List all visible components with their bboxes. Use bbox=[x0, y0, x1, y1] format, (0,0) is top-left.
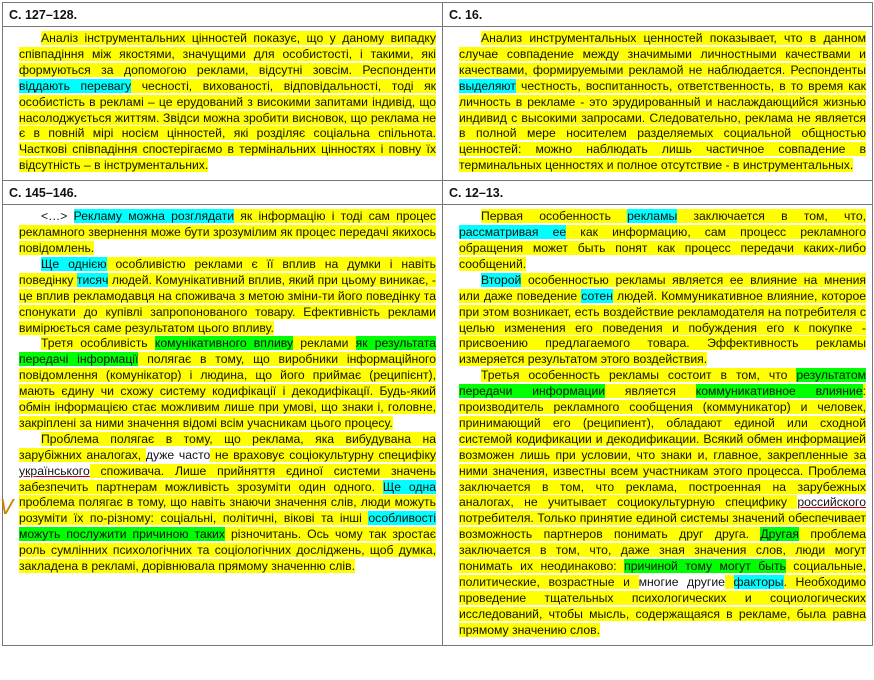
text-run: многие другие bbox=[638, 575, 725, 589]
text-run: <…> bbox=[41, 209, 74, 224]
left-heading: С. 127–128. bbox=[3, 3, 443, 27]
highlight-yellow: не враховує соціокультурну специфіку bbox=[210, 447, 437, 462]
highlight-yellow: проблема полягає в тому, що навіть знаючи значення слів, люди можуть розуміти їх по-різному: соціальні, політичні, вікові та інші bbox=[19, 495, 436, 526]
paragraph bbox=[19, 209, 436, 257]
highlight-green: можуть послужити причиною таких bbox=[19, 527, 225, 542]
underlined-word: українського bbox=[19, 463, 90, 478]
highlight-yellow: особливістю реклами є її вплив на думки і навіть поведінку bbox=[19, 256, 436, 287]
highlight-yellow bbox=[725, 575, 734, 589]
highlight-cyan: выделяют bbox=[459, 78, 516, 93]
highlight-yellow: как информацию, сам процесс рекламного обращения может быть понят как процесс передачи каких-либо сообщений. bbox=[459, 225, 866, 271]
highlight-yellow: полягає в тому, що виробники інформаційного повідомлення (комунікатор) і людина, що його приймає (реципієнт), мають єдину чи схожу систему кодифікації і декодифікації. Будь-який обмін інформацією стає можливим лише при умові, що знаки і, головне, закріплені за ними значення відомі всім учасникам цього процесу. bbox=[19, 352, 436, 430]
highlight-cyan: особливості bbox=[368, 511, 436, 526]
highlight-green: коммуникативное влияние bbox=[695, 384, 863, 399]
highlight-yellow: різночитань. Ось чому так зростає роль сумлінних психологічних та соціологічних досліджень, щоб думка, закладена в рекламі, дорівнювала прямому значенню слів. bbox=[19, 527, 436, 574]
row-2-header bbox=[3, 181, 873, 205]
highlight-cyan: Рекламу можна розглядати bbox=[73, 209, 235, 224]
highlight-yellow: Проблема полягає в тому, що реклама, яка вибудувана на зарубіжних аналогах, bbox=[19, 431, 436, 462]
highlight-yellow: Третя особливість bbox=[41, 336, 155, 351]
highlight-yellow: является bbox=[605, 384, 696, 399]
paragraph bbox=[459, 273, 866, 368]
row-2-body bbox=[3, 205, 873, 645]
right-text-cell bbox=[443, 27, 873, 181]
right-heading: С. 16. bbox=[443, 3, 873, 27]
paragraph bbox=[459, 31, 866, 174]
highlight-yellow: честность, воспитанность, ответственность, в то время как личность в рекламе - это эрудированный и наслаждающийся жизнью индивид с высокими запросами. Следовательно, реклама не является в полной мере носителем разделяемых социальной общностью ценностей: можно наблюдать лишь частичное совпадение в терминальных ценностях и полное отсутствие - в инструментальных. bbox=[459, 78, 866, 173]
paragraph bbox=[19, 336, 436, 431]
highlight-cyan: віддають перевагу bbox=[19, 78, 132, 93]
highlight-cyan: факторы bbox=[733, 575, 784, 589]
highlight-yellow: Третья особенность рекламы состоит в том, что bbox=[481, 368, 797, 383]
highlight-yellow: особенностью рекламы является ее влияние на мнения или даже поведение bbox=[459, 272, 866, 303]
paragraph bbox=[19, 31, 436, 174]
highlight-green: причиной тому могут быть bbox=[624, 559, 786, 574]
highlight-cyan: сотен bbox=[581, 288, 613, 303]
highlight-yellow: заключается в том, что, bbox=[677, 209, 866, 224]
highlight-cyan: Ще одна bbox=[382, 479, 436, 494]
highlight-yellow: проблема заключается в том, что, даже зная значения слов, люди могут понимать их неодинаково: bbox=[459, 527, 866, 574]
highlight-green: комунікативного впливу bbox=[154, 336, 294, 351]
paragraph bbox=[459, 368, 866, 638]
highlight-yellow: чесності, вихованості, відповідальності, тоді як особистість в рекламі – це ерудований з високими запитами індивід, що насолоджується життям. Звідси можна зробити висновок, що реклама не є в повній мірі носієм цінностей, які розділяє соціальна спільнота. Часткові співпадіння спостерігаємо в термінальних цінностях і повну їх відсутність – в інструментальних. bbox=[19, 78, 437, 173]
highlight-green: результатом передачи информации bbox=[459, 368, 866, 399]
highlight-cyan: тисяч bbox=[76, 272, 109, 287]
highlight-yellow: Первая особенность bbox=[481, 209, 628, 224]
left-text-cell bbox=[3, 205, 443, 645]
highlight-yellow: споживача. Лише прийняття єдиної системи значень забезпечить партнерам можливість зрозуміти один одного. bbox=[19, 463, 436, 494]
highlight-yellow: Аналіз інструментальних цінностей показує, що у даному випадку співпадіння між якостями, значущими для особистості, і такими, які формуються за допомогою реклами, відсутні зовсім. Респонденти bbox=[19, 31, 436, 77]
highlight-yellow: людей. Коммуникативное влияние, которое при этом возникает, есть воздействие рекламодателя на потребителя с целью изменения его поведения и побуждения его к покупке - присвоению предлагаемого товара. Эффективность рекламы измеряется результатом этого воздействия. bbox=[459, 288, 866, 367]
highlight-green: Другая bbox=[760, 527, 799, 542]
paragraph bbox=[19, 257, 436, 337]
paragraph bbox=[459, 209, 866, 273]
highlight-yellow: Анализ инструментальных ценностей показывает, что в данном случае совпадение между значимыми личностными качествами и качествами, формируемыми рекламой не наблюдается. Респонденты bbox=[459, 31, 866, 77]
right-heading: С. 12–13. bbox=[443, 181, 873, 205]
highlight-yellow: социальные, политические, возрастные и bbox=[459, 559, 866, 589]
highlight-yellow: як інформацію і тоді сам процес рекламного звернення може бути зрозумілим як процес передачі якихось повідомлень. bbox=[19, 209, 437, 255]
highlight-cyan: рекламы bbox=[627, 209, 678, 224]
highlight-green: як результата передачі інформації bbox=[19, 336, 436, 367]
left-text-cell bbox=[3, 27, 443, 181]
handwritten-check-mark: V bbox=[0, 495, 14, 519]
row-1-body bbox=[3, 27, 873, 181]
highlight-cyan: рассматривая ее bbox=[459, 225, 567, 240]
highlight-yellow: потребителя. Только принятие единой системы значений обеспечивает возможность партнеров понимать друг друга. bbox=[459, 511, 866, 542]
row-1-header bbox=[3, 3, 873, 27]
highlight-cyan: Второй bbox=[481, 272, 522, 287]
highlight-yellow: : производитель рекламного сообщения (коммуникатор) и человек, принимающий его (реципиент), обладают единой или сходной системой кодификации и декодификации. Всякий обмен информацией возможен лишь при условии, что знаки и, главное, закрепленные за ними значения, известны всем участникам этого процесса. Проблема заключается в том, что реклама, построенная на зарубежных аналогах, не учитывает социокультурную специфику bbox=[459, 384, 866, 510]
text-run: дуже часто bbox=[145, 447, 211, 462]
comparison-table bbox=[2, 2, 873, 646]
highlight-yellow: . Необходимо проведение тщательных психологических и социологических исследований, чтобы мысль, содержащаяся в рекламе, была равна прямому значению слов. bbox=[459, 575, 867, 637]
right-text-cell bbox=[443, 205, 873, 645]
underlined-word: российского bbox=[797, 495, 866, 510]
paragraph bbox=[19, 432, 436, 575]
left-heading: С. 145–146. bbox=[3, 181, 443, 205]
highlight-yellow: людей. Комунікативний вплив, який при цьому виникає, - це вплив рекламодавця на споживача з метою зміни-ти його поведінку та спонукати до купівлі запропонованого товару. Ефективність реклами вимірюється саме результатом цього впливу. bbox=[19, 272, 436, 335]
highlight-yellow: реклами bbox=[293, 336, 356, 351]
highlight-cyan: Ще однією bbox=[41, 256, 107, 271]
